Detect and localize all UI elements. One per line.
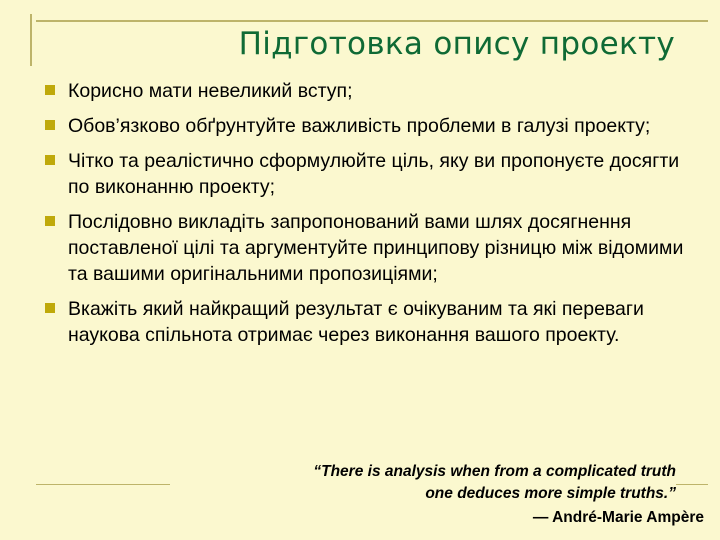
square-bullet-icon (45, 303, 55, 313)
quote-attribution: — André-Marie Ampère (532, 509, 704, 526)
bullet-text: Корисно мати невеликий вступ; (68, 80, 353, 102)
bullet-item (40, 148, 690, 200)
square-bullet-icon (45, 155, 55, 165)
square-bullet-icon (45, 85, 55, 95)
left-accent-rule (30, 14, 32, 66)
bullet-item (40, 78, 690, 104)
quote (170, 461, 676, 505)
quote-line-1: “There is analysis when from a complicated truth (313, 463, 676, 480)
quote-line-2: one deduces more simple truths.” (425, 485, 676, 502)
bullet-text: Обов’язково обґрунтуйте важливість проблеми в галузі проекту; (68, 115, 651, 137)
bullet-item (40, 209, 690, 287)
bullet-item (40, 113, 690, 139)
top-rule (36, 20, 708, 22)
bullet-text: Вкажіть який найкращий результат є очікуваним та які переваги наукова спільнота отримає через виконання вашого проекту. (68, 298, 644, 346)
slide-title: Підготовка опису проекту (238, 26, 675, 62)
bullet-text: Послідовно викладіть запропонований вами шлях досягнення поставленої цілі та аргументуйте принципову різницю між відомими та вашими оригінальними пропозиціями; (68, 211, 684, 285)
square-bullet-icon (45, 216, 55, 226)
bullet-list (40, 78, 690, 357)
bullet-text: Чітко та реалістично сформулюйте ціль, яку ви пропонуєте досягти по виконанню проекту; (68, 150, 680, 198)
square-bullet-icon (45, 120, 55, 130)
bullet-item (40, 296, 690, 348)
